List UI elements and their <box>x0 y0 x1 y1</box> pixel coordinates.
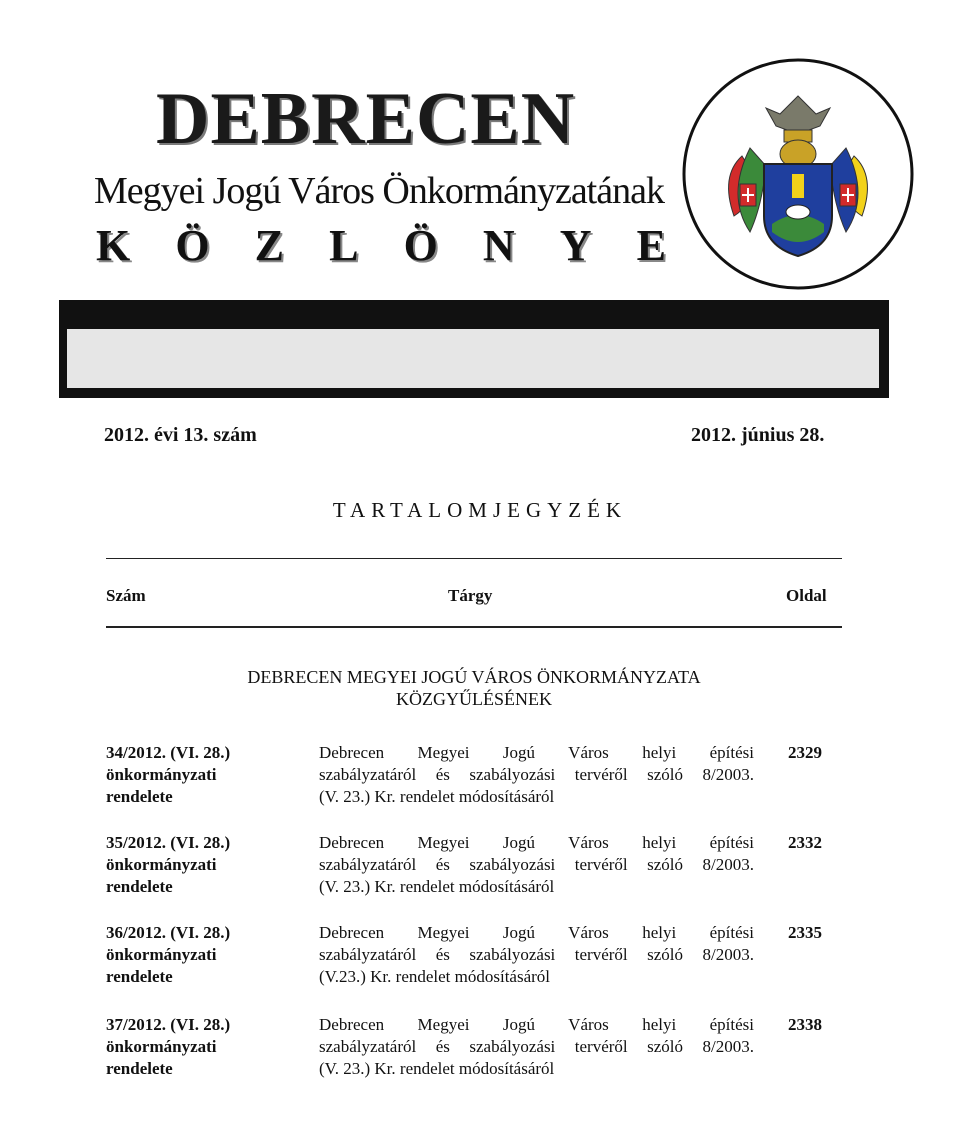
entry-number-line: 36/2012. (VI. 28.) <box>106 923 231 942</box>
entry-number-line: 37/2012. (VI. 28.) <box>106 1015 231 1034</box>
header-banner-inner <box>67 329 879 388</box>
entry-subject-line: szabályzatáról és szabályozási tervéről szóló 8/2003. <box>319 765 754 784</box>
entry-number-line: önkormányzati <box>106 855 217 874</box>
publication-title: DEBRECEN <box>156 78 576 160</box>
toc-entry <box>0 742 960 808</box>
divider <box>106 558 842 559</box>
entry-number-line: önkormányzati <box>106 945 217 964</box>
entry-number-line: önkormányzati <box>106 765 217 784</box>
entry-number-line: rendelete <box>106 1059 173 1078</box>
toc-entry <box>0 922 960 988</box>
entry-subject <box>319 832 754 898</box>
entry-number-line: 34/2012. (VI. 28.) <box>106 743 231 762</box>
entry-subject <box>319 1014 754 1080</box>
toc-entry <box>0 832 960 898</box>
entry-subject-line: (V. 23.) Kr. rendelet módosításáról <box>319 877 555 896</box>
entry-page: 2332 <box>788 833 822 852</box>
entry-subject-line: szabályzatáról és szabályozási tervéről szóló 8/2003. <box>319 945 754 964</box>
entry-subject <box>319 742 754 808</box>
publication-subtitle: Megyei Jogú Város Önkormányzatának <box>94 170 664 212</box>
kozlonye-letter: L <box>329 221 359 270</box>
section-heading-line: KÖZGYŰLÉSÉNEK <box>396 689 552 709</box>
entry-number <box>106 922 306 988</box>
entry-number-line: rendelete <box>106 967 173 986</box>
entry-number-line: rendelete <box>106 787 173 806</box>
entry-subject-line: Debrecen Megyei Jogú Város helyi építési <box>319 743 754 762</box>
column-header-page: Oldal <box>786 586 827 605</box>
toc-entry <box>0 1014 960 1080</box>
entry-subject-line: (V. 23.) Kr. rendelet módosításáról <box>319 1059 555 1078</box>
entry-subject <box>319 922 754 988</box>
section-heading-line: DEBRECEN MEGYEI JOGÚ VÁROS ÖNKORMÁNYZATA <box>247 667 701 687</box>
kozlonye-letter: Y <box>559 221 592 270</box>
entry-subject-line: szabályzatáról és szabályozási tervéről szóló 8/2003. <box>319 1037 754 1056</box>
entry-number-line: rendelete <box>106 877 173 896</box>
kozlonye-letter: E <box>636 221 666 270</box>
issue-number: 2012. évi 13. szám <box>104 424 257 446</box>
entry-page: 2335 <box>788 923 822 942</box>
entry-page: 2338 <box>788 1015 822 1034</box>
entry-number <box>106 742 306 808</box>
issue-date: 2012. június 28. <box>691 424 825 446</box>
kozlonye-letter: Ö <box>403 221 438 270</box>
entry-subject-line: Debrecen Megyei Jogú Város helyi építési <box>319 923 754 942</box>
entry-number-line: 35/2012. (VI. 28.) <box>106 833 231 852</box>
kozlonye-letter: Z <box>254 221 285 270</box>
kozlonye-letter: N <box>482 221 515 270</box>
entry-subject-line: Debrecen Megyei Jogú Város helyi építési <box>319 833 754 852</box>
entry-number-line: önkormányzati <box>106 1037 217 1056</box>
header-banner <box>59 300 889 398</box>
divider <box>106 626 842 628</box>
toc-title: TARTALOMJEGYZÉK <box>332 498 628 522</box>
column-header-subject: Tárgy <box>448 586 493 605</box>
kozlonye-letter: Ö <box>175 221 210 270</box>
entry-page: 2329 <box>788 743 822 762</box>
entry-number <box>106 1014 306 1080</box>
coat-of-arms-icon <box>680 56 916 292</box>
column-header-number: Szám <box>106 586 146 605</box>
entry-number <box>106 832 306 898</box>
section-heading <box>0 666 948 710</box>
entry-subject-line: (V. 23.) Kr. rendelet módosításáról <box>319 787 555 806</box>
kozlonye-letter: K <box>96 221 131 270</box>
entry-subject-line: Debrecen Megyei Jogú Város helyi építési <box>319 1015 754 1034</box>
entry-subject-line: (V.23.) Kr. rendelet módosításáról <box>319 967 551 986</box>
kozlonye-heading <box>96 221 666 270</box>
entry-subject-line: szabályzatáról és szabályozási tervéről szóló 8/2003. <box>319 855 754 874</box>
